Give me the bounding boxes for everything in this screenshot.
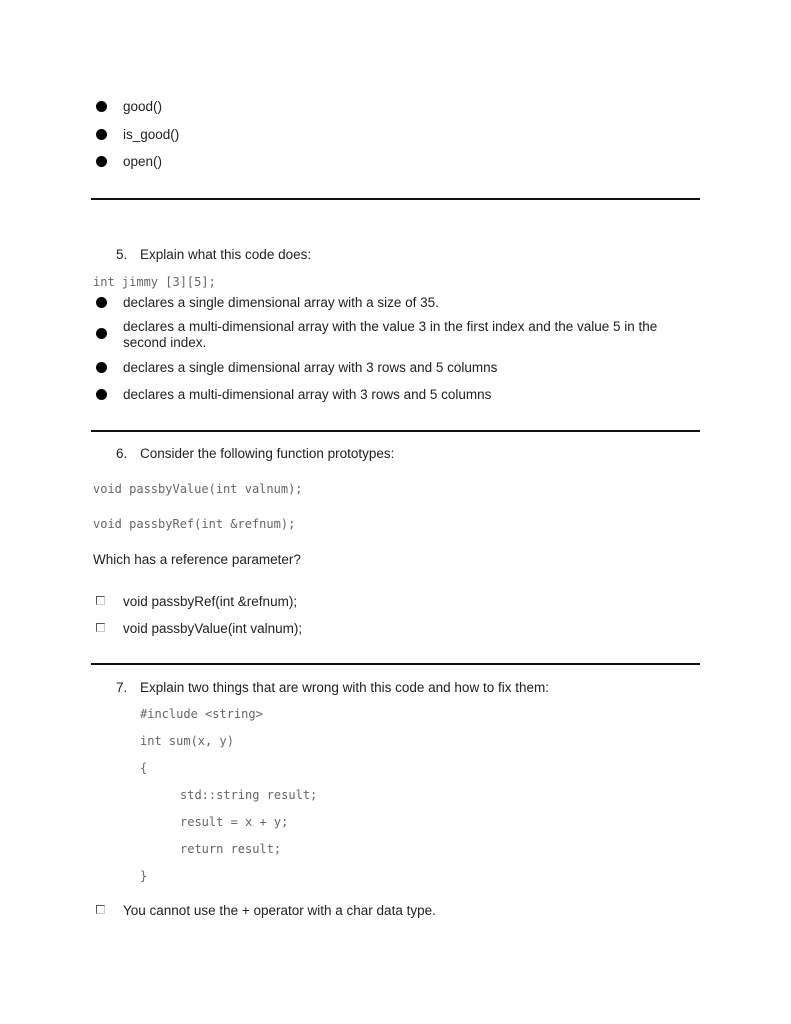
question-number: 5. <box>116 247 128 262</box>
code-line: void passbyValue(int valnum); <box>93 482 303 496</box>
question-divider <box>91 430 700 432</box>
option-label: open() <box>123 154 163 169</box>
code-line: } <box>140 869 148 883</box>
option-label: is_good() <box>123 127 180 142</box>
question-prompt: Consider the following function prototypes: <box>140 446 395 461</box>
option-label: good() <box>123 99 163 114</box>
code-line: { <box>140 761 148 775</box>
bullet-icon <box>96 362 107 373</box>
option-label: void passbyRef(int &refnum); <box>123 594 298 609</box>
code-snippet: int jimmy [3][5]; <box>93 275 216 289</box>
question-divider <box>91 663 700 665</box>
bullet-icon <box>96 328 107 339</box>
code-line: void passbyRef(int &refnum); <box>93 517 296 531</box>
checkbox-icon[interactable] <box>96 623 105 632</box>
option-label: declares a multi-dimensional array with the value 3 in the first index and the value 5 in the second index. <box>123 319 658 350</box>
checkbox-icon[interactable] <box>96 596 105 605</box>
question-number: 6. <box>116 446 128 461</box>
question-prompt: Explain two things that are wrong with this code and how to fix them: <box>140 680 549 695</box>
bullet-icon <box>96 389 107 400</box>
code-line: return result; <box>180 842 282 856</box>
option-label: void passbyValue(int valnum); <box>123 621 303 636</box>
option-label: declares a multi-dimensional array with 3 rows and 5 columns <box>123 387 492 402</box>
bullet-icon <box>96 101 107 112</box>
code-line: result = x + y; <box>180 815 289 829</box>
code-line: std::string result; <box>180 788 318 802</box>
option-label: declares a single dimensional array with 3 rows and 5 columns <box>123 360 498 375</box>
code-line: #include <string> <box>140 707 263 721</box>
question-divider <box>91 198 700 200</box>
bullet-icon <box>96 129 107 140</box>
option-label: declares a single dimensional array with a size of 35. <box>123 295 439 310</box>
code-line: int sum(x, y) <box>140 734 234 748</box>
checkbox-icon[interactable] <box>96 905 105 914</box>
question-prompt: Explain what this code does: <box>140 247 312 262</box>
bullet-icon <box>96 156 107 167</box>
question-text: Which has a reference parameter? <box>93 552 301 567</box>
option-label: You cannot use the + operator with a char data type. <box>123 903 436 918</box>
question-number: 7. <box>116 680 128 695</box>
bullet-icon <box>96 297 107 308</box>
